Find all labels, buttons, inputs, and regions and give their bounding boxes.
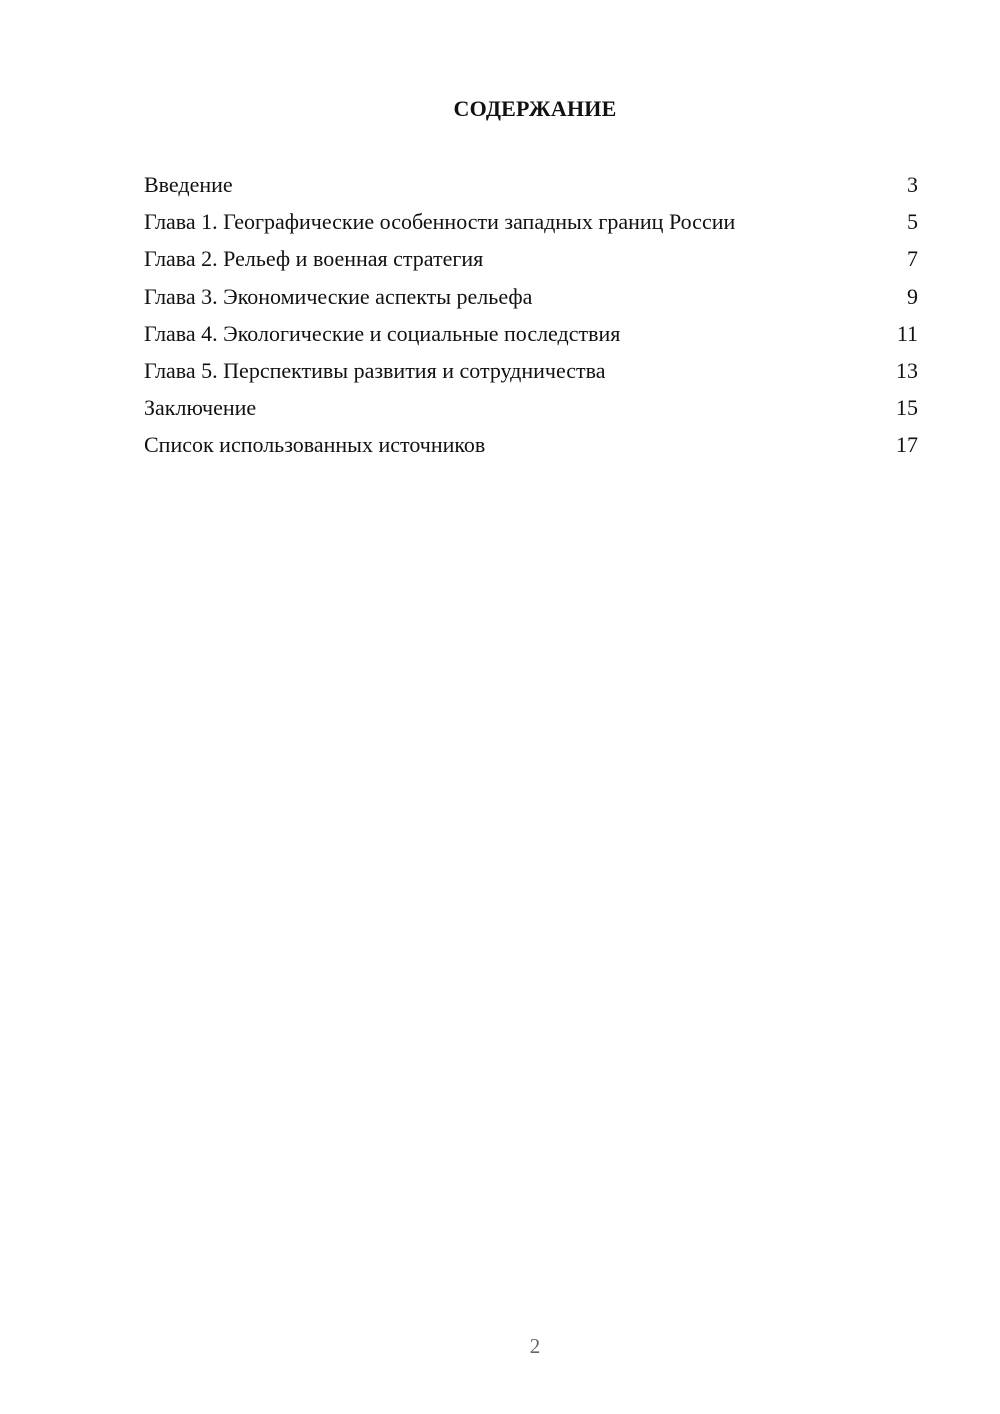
toc-entry-label: Глава 4. Экологические и социальные последствия: [144, 320, 621, 346]
toc-entry-label: Глава 2. Рельеф и военная стратегия: [144, 246, 484, 272]
toc-entry-label: Глава 1. Географические особенности западных границ России: [144, 209, 736, 235]
toc-entry-page: 15: [896, 395, 918, 421]
toc-entry-label: Глава 5. Перспективы развития и сотрудничества: [144, 357, 606, 383]
toc-entry-label: Глава 3. Экономические аспекты рельефа: [144, 283, 533, 309]
toc-entry-page: 5: [907, 209, 918, 235]
toc-entry-page: 3: [907, 172, 918, 197]
toc-entry-chapter-1: [144, 207, 918, 244]
toc-entry-label: Заключение: [144, 395, 257, 421]
toc-entry-label: Введение: [144, 172, 233, 197]
toc-entry-references: [144, 430, 918, 467]
toc-entry-page: 9: [907, 283, 918, 309]
toc-entry-chapter-3: [144, 282, 918, 319]
toc-entry-page: 7: [907, 246, 918, 272]
toc-entry-chapter-2: [144, 244, 918, 281]
page-number: 2: [529, 1334, 541, 1358]
toc-entry-chapter-4: [144, 319, 918, 356]
toc-entry-page: 11: [896, 320, 918, 346]
page-title: СОДЕРЖАНИЕ: [453, 96, 617, 121]
toc-entry-introduction: [144, 170, 918, 207]
toc-entry-page: 17: [896, 432, 918, 458]
toc-entry-label: Список использованных источников: [144, 432, 486, 458]
toc-entry-chapter-5: [144, 356, 918, 393]
table-of-contents: [144, 170, 918, 468]
toc-entry-page: 13: [896, 357, 918, 383]
toc-entry-conclusion: [144, 393, 918, 430]
